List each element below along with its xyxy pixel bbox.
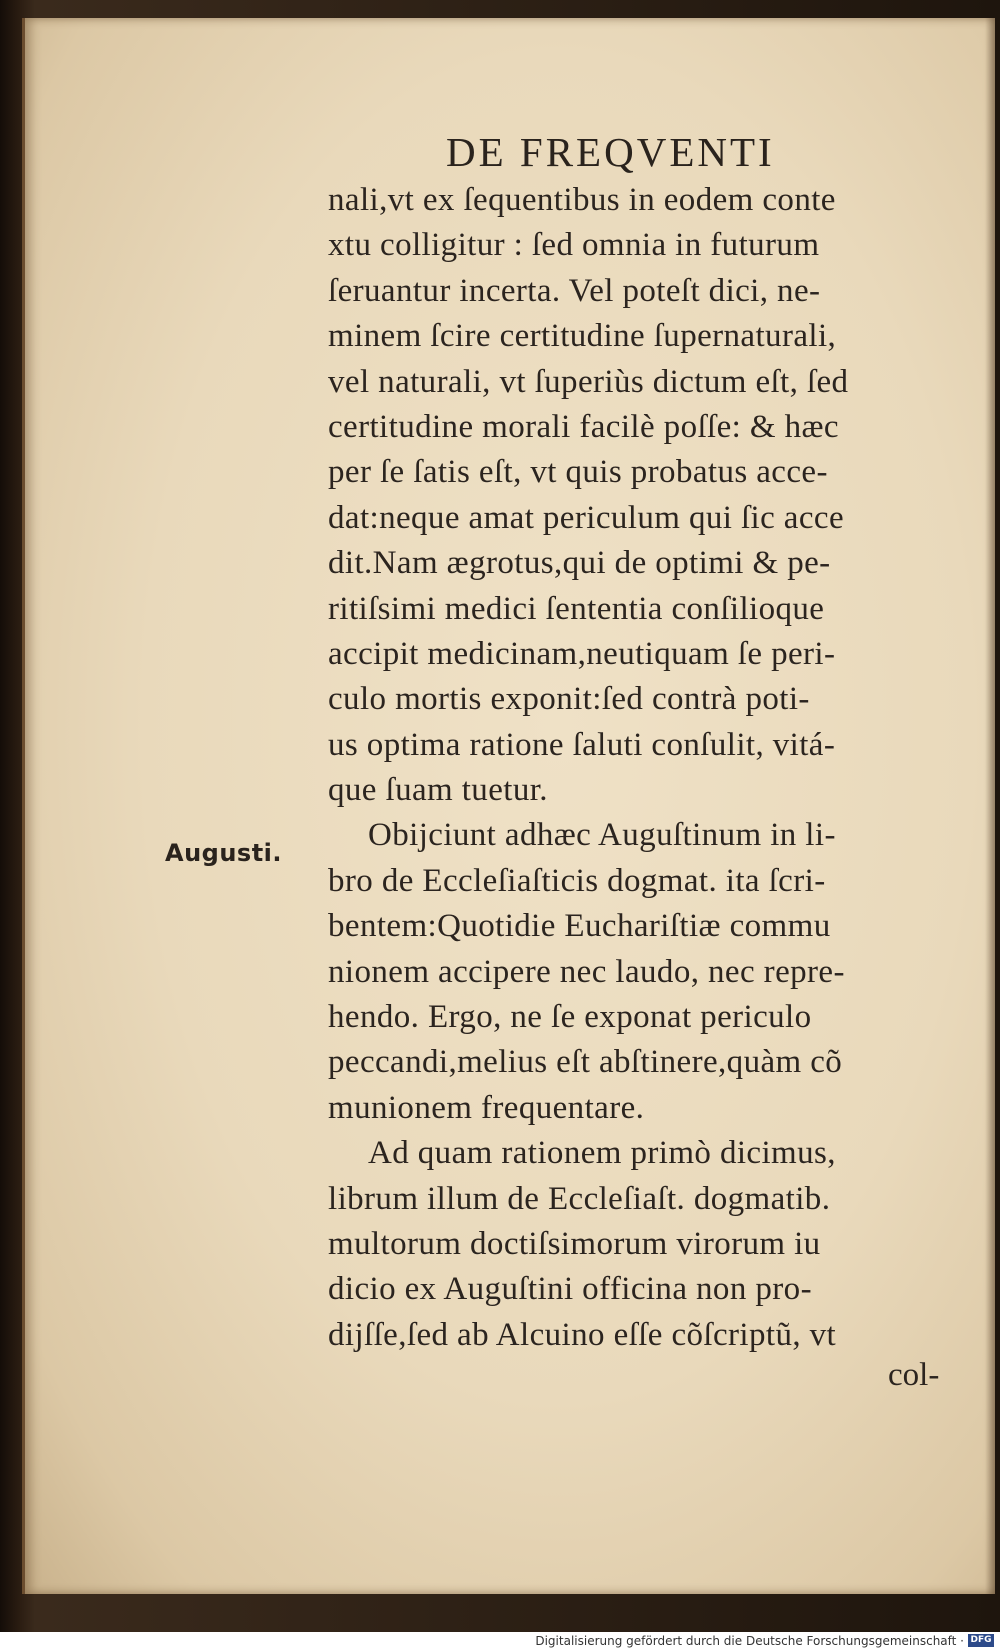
text-line: ritiſsimi medici ſententia conſilioque — [328, 590, 825, 627]
text-line: xtu colligitur : ſed omnia in futurum — [328, 227, 820, 264]
text-line: per ſe ſatis eſt, vt quis probatus acce- — [328, 454, 828, 491]
text-line: vel naturali, vt ſuperiùs dictum eſt, ſed — [328, 363, 849, 400]
text-line: ſeruantur incerta. Vel poteſt dici, ne- — [328, 272, 821, 309]
text-line: culo mortis exponit:ſed contrà poti- — [328, 681, 810, 718]
text-line: accipit medicinam,neutiquam ſe peri- — [328, 635, 836, 672]
footer-credit: Digitalisierung gefördert durch die Deutsche Forschungsgemeinschaft · — [535, 1634, 964, 1648]
text-line: Ad quam rationem primò dicimus, — [368, 1135, 836, 1172]
text-line: dicio ex Auguſtini officina non pro- — [328, 1271, 812, 1308]
text-line: dijſſe,ſed ab Alcuino eſſe cõſcriptũ, vt — [328, 1316, 837, 1353]
text-line: munionem frequentare. — [328, 1089, 645, 1126]
text-line: nali,vt ex ſequentibus in eodem conte — [328, 182, 836, 218]
page-edge-shadow — [985, 18, 995, 1594]
text-line: hendo. Ergo, ne ſe exponat periculo — [328, 999, 812, 1036]
dfg-logo: DFG — [968, 1634, 994, 1647]
text-line: certitudine morali facilè poſſe: & hæc — [328, 408, 839, 445]
text-line: librum illum de Eccleſiaſt. dogmatib. — [328, 1180, 831, 1217]
text-line: bentem:Quotidie Euchariſtiæ commu — [328, 908, 831, 945]
text-line: dat:neque amat periculum qui ſic acce — [328, 499, 844, 536]
text-line: peccandi,melius eſt abſtinere,quàm cõ — [328, 1044, 843, 1081]
text-line: nionem accipere nec laudo, nec repre- — [328, 953, 845, 990]
text-line: Obijciunt adhæc Auguſtinum in li- — [368, 817, 836, 854]
text-line: que ſuam tuetur. — [328, 772, 548, 809]
body-text — [328, 178, 968, 1358]
margin-note: Augusti. — [165, 839, 283, 867]
catchword: col- — [888, 1357, 940, 1393]
running-head: DE FREQVENTI — [446, 129, 775, 175]
text-line: dit.Nam ægrotus,qui de optimi & pe- — [328, 545, 831, 582]
text-line: minem ſcire certitudine ſupernaturali, — [328, 318, 837, 355]
text-line: us optima ratione ſaluti conſulit, vitá- — [328, 726, 836, 763]
text-line: multorum doctiſsimorum virorum iu — [328, 1225, 821, 1262]
text-line: bro de Eccleſiaſticis dogmat. ita ſcri- — [328, 862, 826, 899]
